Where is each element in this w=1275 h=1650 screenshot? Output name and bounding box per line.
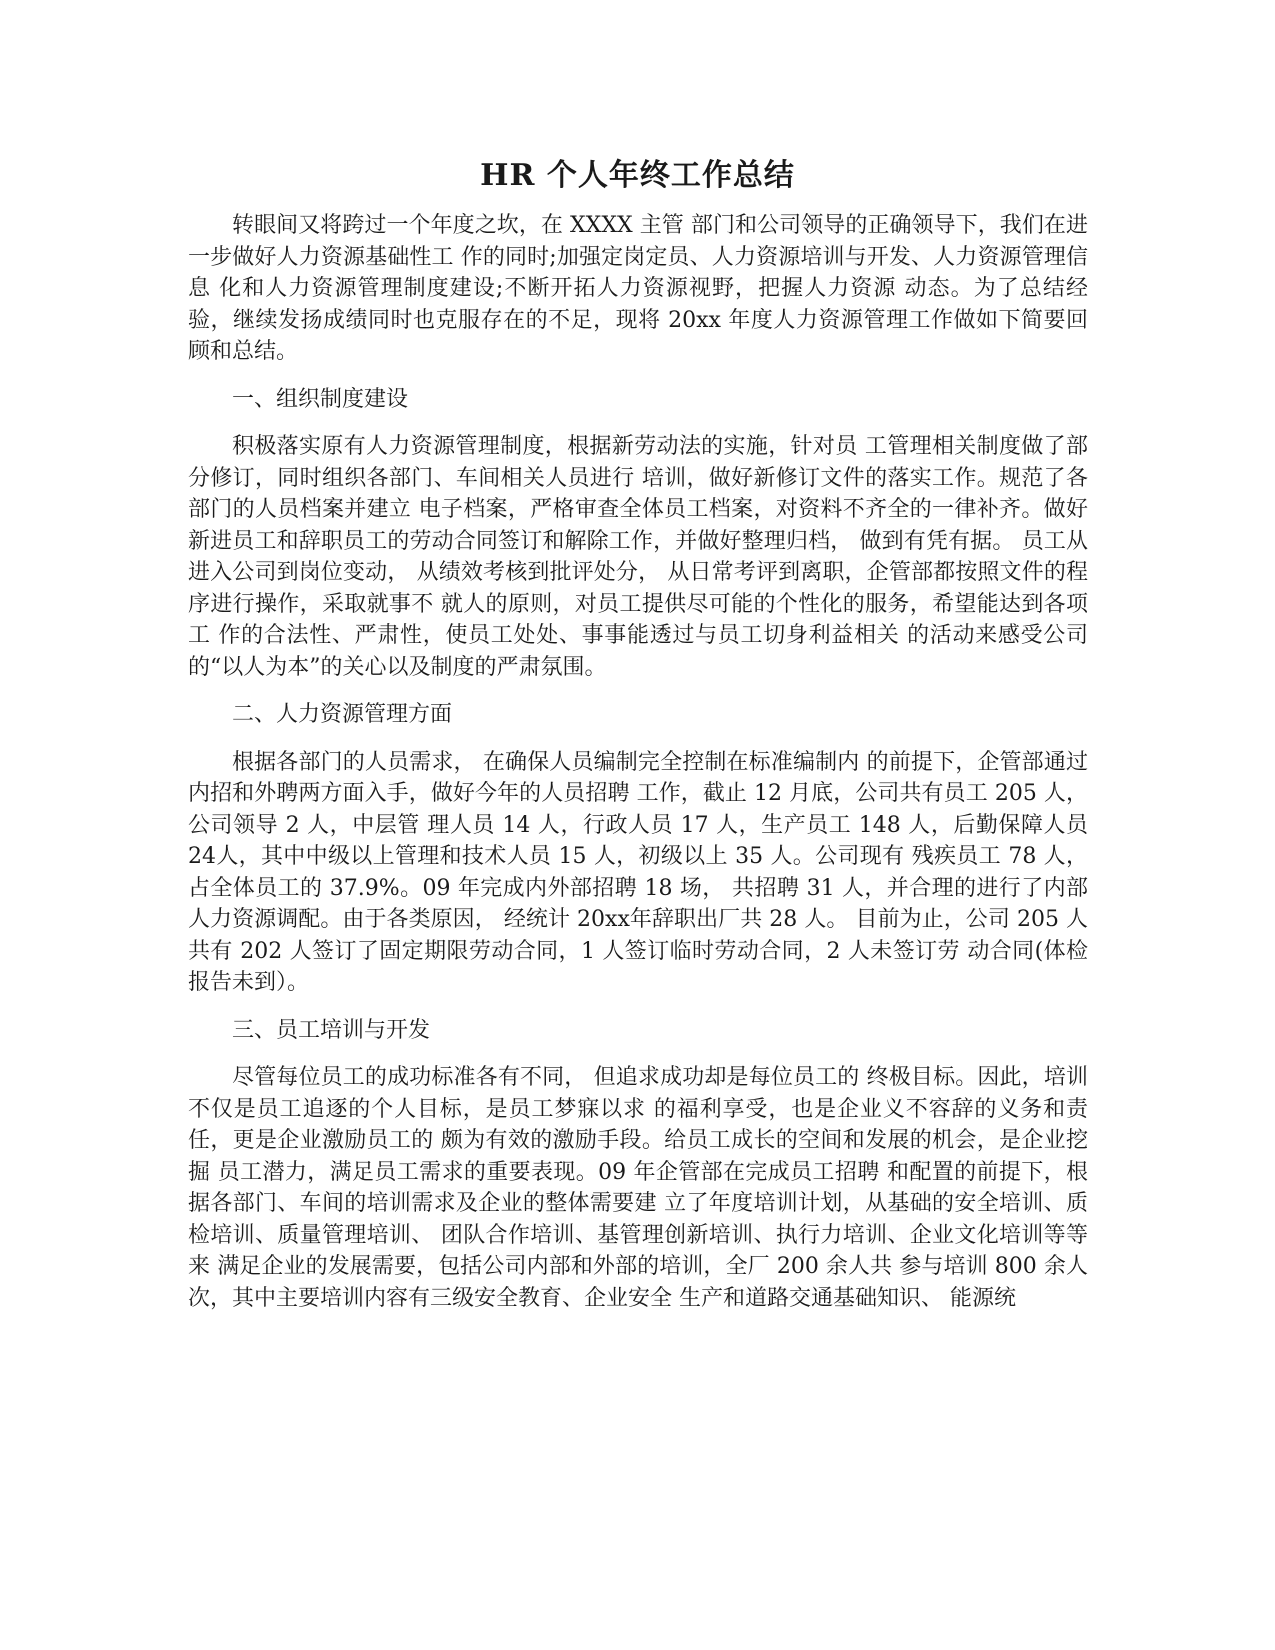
section-body-hr-management: 根据各部门的人员需求， 在确保人员编制完全控制在标准编制内 的前提下，企管部通过内招和外聘两方面入手，做好今年的人员招聘 工作，截止 12 月底，公司共有员工 205 人，公司领导 2 人，中层管 理人员 14 人，行政人员 17 人，生产员工 148 人，后勤保障人员 24人，其中中级以上管理和技术人员 15 人，初级以上 35 人。公司现有 残疾员工 78 人，占全体员工的 37.9%。09 年完成内外部招聘 18 场， 共招聘 31 人，并合理的进行了内部人力资源调配。由于各类原因， 经统计 20xx年辞职出厂共 28 人。 目前为止，公司 205 人共有 202 人签订了固定期限劳动合同，1 人签订临时劳动合同，2 人未签订劳 动合同(体检报告未到）。 xyxy=(188,749,1088,995)
document-body xyxy=(188,210,1088,1330)
section-body-training: 尽管每位员工的成功标准各有不同， 但追求成功却是每位员工的 终极目标。因此，培训不仅是员工追逐的个人目标，是员工梦寐以求 的福利享受，也是企业义不容辞的义务和责任，更是企业激励员工的 颇为有效的激励手段。给员工成长的空间和发展的机会，是企业挖掘 员工潜力，满足员工需求的重要表现。09 年企管部在完成员工招聘 和配置的前提下，根据各部门、车间的培训需求及企业的整体需要建 立了年度培训计划，从基础的安全培训、质检培训、质量管理培训、 团队合作培训、基管理创新培训、执行力培训、企业文化培训等等来 满足企业的发展需要，包括公司内部和外部的培训，全厂 200 余人共 参与培训 800 余人次，其中主要培训内容有三级安全教育、企业安全 生产和道路交通基础知识、 能源统 xyxy=(188,1065,1088,1311)
section-heading-training: 三、员工培训与开发 xyxy=(232,1017,431,1043)
document-title: HR 个人年终工作总结 xyxy=(480,158,795,193)
intro-paragraph: 转眼间又将跨过一个年度之坎，在 XXXX 主管 部门和公司领导的正确领导下，我们在进一步做好人力资源基础性工 作的同时;加强定岗定员、人力资源培训与开发、人力资源管理信息 化和人力资源管理制度建设;不断开拓人力资源视野，把握人力资源 动态。为了总结经验，继续发扬成绩同时也克服存在的不足，现将 20xx 年度人力资源管理工作做如下简要回顾和总结。 xyxy=(188,213,1088,364)
section-heading-hr-management: 二、人力资源管理方面 xyxy=(232,702,453,727)
section-heading-org-system: 一、组织制度建设 xyxy=(232,386,409,412)
section-body-org-system: 积极落实原有人力资源管理制度，根据新劳动法的实施，针对员 工管理相关制度做了部分修订，同时组织各部门、车间相关人员进行 培训，做好新修订文件的落实工作。规范了各部门的人员档案并建立 电子档案，严格审查全体员工档案，对资料不齐全的一律补齐。做好 新进员工和辞职员工的劳动合同签订和解除工作，并做好整理归档， 做到有凭有据。 员工从进入公司到岗位变动， 从绩效考核到批评处分， 从日常考评到离职，企管部都按照文件的程序进行操作，采取就事不 就人的原则，对员工提供尽可能的个性化的服务，希望能达到各项工 作的合法性、严肃性，使员工处处、事事能透过与员工切身利益相关 的活动来感受公司的“以人为本”的关心以及制度的严肃氛围。 xyxy=(188,434,1088,680)
